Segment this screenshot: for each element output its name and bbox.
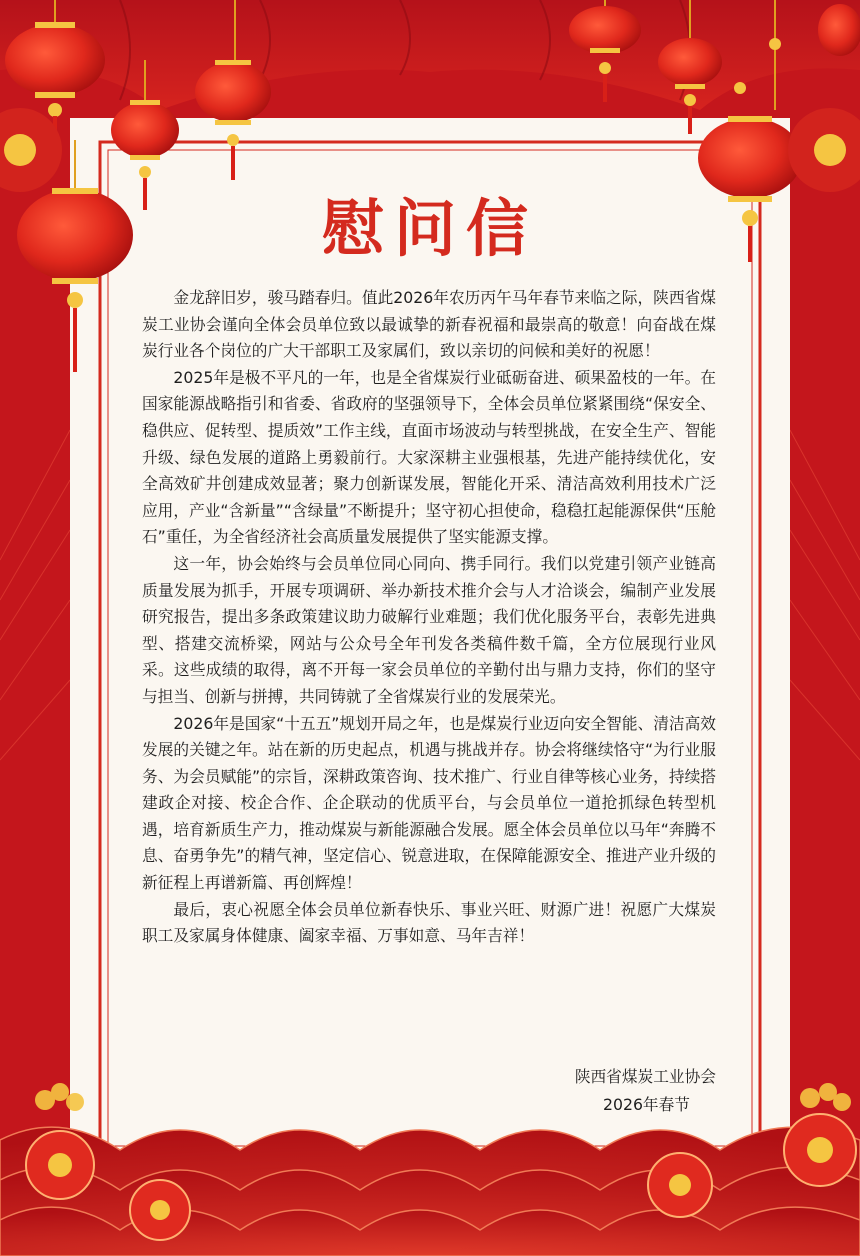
letter-paragraph: 2026年是国家“十五五”规划开局之年，也是煤炭行业迈向安全智能、清洁高效发展的关键之年。站在新的历史起点，机遇与挑战并存。协会将继续恪守“为行业服务、为会员赋能”的宗旨，深耕政策咨询、技术推广、行业自律等核心业务，持续搭建政企对接、校企合作、企企联动的优质平台，与会员单位一道抢抓绿色转型机遇，培育新质生产力，推动煤炭与新能源融合发展。愿全体会员单位以马年“奔腾不息、奋勇争先”的精气神，坚定信心、锐意进取，在保障能源安全、推进产业升级的新征程上再谱新篇、再创辉煌！ [142,713,716,893]
letter-title: 慰问信 [321,192,538,265]
letter-paragraph: 金龙辞旧岁，骏马踏春归。值此2026年农历丙午马年春节来临之际，陕西省煤炭工业协会谨向全体会员单位致以最诚挚的新春祝福和最崇高的敬意！向奋战在煤炭行业各个岗位的广大干部职工及家属们，致以亲切的问候和美好的祝愿！ [142,288,716,361]
letter-paragraph: 2025年是极不平凡的一年，也是全省煤炭行业砥砺奋进、硕果盈枝的一年。在国家能源战略指引和省委、省政府的坚强领导下，全体会员单位紧紧围绕“保安全、稳供应、促转型、提质效”工作主线，直面市场波动与转型挑战，在安全生产、智能升级、绿色发展的道路上勇毅前行。大家深耕主业强根基，先进产能持续优化，安全高效矿井创建成效显著；聚力创新谋发展，智能化开采、清洁高效利用技术广泛应用，产业“含新量”“含绿量”不断提升；坚守初心担使命，稳稳扛起能源保供“压舱石”重任，为全省经济社会高质量发展提供了坚实能源支撑。 [142,367,717,547]
letter-paragraph: 最后，衷心祝愿全体会员单位新春快乐、事业兴旺、财源广进！祝愿广大煤炭职工及家属身体健康、阖家幸福、万事如意、马年吉祥！ [142,899,716,946]
letter-body [142,285,716,950]
letter-paragraph: 这一年，协会始终与会员单位同心同向、携手同行。我们以党建引领产业链高质量发展为抓手，开展专项调研、举办新技术推介会与人才洽谈会，编制产业发展研究报告，提出多条政策建议助力破解行业难题；我们优化服务平台，表彰先进典型、搭建交流桥梁，网站与公众号全年刊发各类稿件数千篇，全方位展现行业风采。这些成绩的取得，离不开每一家会员单位的辛勤付出与鼎力支持，你们的坚守与担当、创新与拼搏，共同铸就了全省煤炭行业的发展荣光。 [142,553,716,706]
letter-date: 2026年春节 [603,1095,690,1114]
letter-signature: 陕西省煤炭工业协会 [574,1067,716,1086]
